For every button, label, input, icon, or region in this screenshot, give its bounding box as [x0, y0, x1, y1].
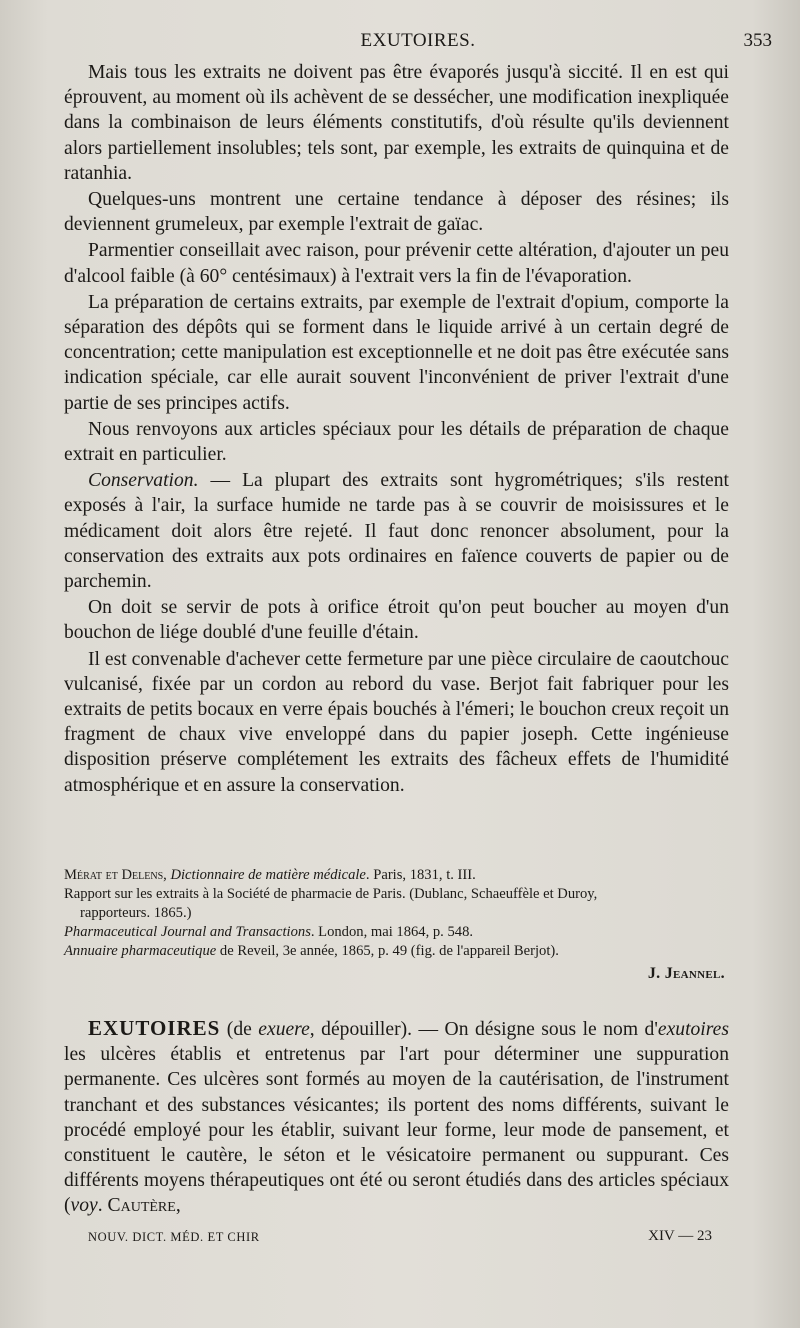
- reference-details: . Paris, 1831, t. III.: [365, 867, 476, 883]
- paragraph-fermeture: Il est convenable d'achever cette fermeture par une pièce circulaire de caoutchouc vulcanisé, fixée par un cordon au rebord du vase. Berjot fait fabriquer pour les extraits de petits bocaux en verre épais bouchés à l'émeri; le bouchon creux reçoit un fragment de chaux vive enveloppé dans du papier joseph. Cette ingénieuse disposition préserve complétement les extraits des fâcheux effets de l'humidité atmosphérique et en assure la conservation.: [64, 648, 729, 796]
- exutoires-definition: [64, 1016, 729, 1219]
- conservation-label: Conservation.: [88, 470, 199, 492]
- paragraph-siccite: Mais tous les extraits ne doivent pas être évaporés jusqu'à siccité. Il en est qui éprouvent, au moment où ils achèvent de se dessécher, une modification inexpliquée dans la combinaison de leurs éléments constitutifs, d'où résulte qu'ils deviennent alors partiellement insolubles; tels sont, par exemple, les extraits de quinquina et de ratanhia.: [64, 62, 729, 184]
- page-header: [64, 28, 772, 58]
- entry-head-word: EXUTOIRES: [88, 1016, 221, 1040]
- paragraph-opium: La préparation de certains extraits, par exemple de l'extrait d'opium, comporte la séparation des dépôts qui se forment dans le liquide arrivé à un certain degré de concentration; cette manipulation est exceptionnelle et ne doit pas être exécutée sans indication spéciale, car elle aurait souvent l'inconvénient de priver l'extrait d'une partie de ses principes actifs.: [64, 291, 729, 414]
- definition-text: les ulcères établis et entretenus par l'art pour déterminer une suppuration permanente. Ces ulcères sont formés au moyen de la cautérisation, de l'instrument tranchant et des substances vésicantes; ils portent des noms différents, suivant le procédé employé pour les établir, suivant leur forme, leur mode de pansement, et constituent le cautère, le séton et le vésicatoire permanent ou suppurant. Ces différents moyens thérapeutiques ont été ou seront étudiés dans des articles spéciaux (: [64, 1044, 729, 1217]
- defined-term: exutoires: [657, 1019, 729, 1040]
- paragraph-pots: On doit se servir de pots à orifice étroit qu'on peut boucher au moyen d'un bouchon de liége doublé d'une feuille d'étain.: [64, 597, 729, 644]
- paragraph-parmentier: Parmentier conseillait avec raison, pour prévenir cette altération, d'ajouter un peu d'alcool faible (à 60° centésimaux) à l'extrait vers la fin de l'évaporation.: [64, 240, 729, 287]
- page-number: 353: [743, 30, 772, 51]
- footer-signature-mark: XIV — 23: [648, 1228, 712, 1244]
- paragraph-resines: Quelques-uns montrent une certaine tendance à déposer des résines; ils deviennent grumeleux, par exemple l'extrait de gaïac.: [64, 189, 729, 236]
- page-footer: [88, 1228, 712, 1248]
- conservation-text: — La plupart des extraits sont hygrométriques; s'ils restent exposés à l'air, la surface humide ne tarde pas à se couvrir de moisissures et le médicament doit alors être rejeté. Il faut donc renoncer absolument, pour la conservation des extraits aux pots ordinaires en faïence couverts de papier ou de parchemin.: [64, 470, 729, 593]
- reference-merat: Mérat et Delens, Dictionnaire de matière médicale. Paris, 1831, t. III.: [64, 867, 476, 883]
- bibliography: [64, 866, 729, 983]
- reference-details: . London, mai 1864, p. 548.: [310, 924, 474, 940]
- reference-authors: Mérat et Delens: [64, 867, 164, 883]
- author-signature: J. Jeannel.: [647, 965, 725, 982]
- voy-abbrev: voy: [70, 1195, 98, 1217]
- etymology-close: , dépouiller). — On désigne sous le nom d': [309, 1019, 658, 1040]
- exutoires-entry: [64, 1016, 729, 1219]
- main-text: [64, 60, 729, 798]
- paragraph-conservation: [64, 468, 729, 594]
- reference-pharm-journal: [64, 923, 729, 942]
- etymology-word: exuere: [258, 1019, 310, 1040]
- footer-series-title: NOUV. DICT. MÉD. ET CHIR: [88, 1230, 260, 1244]
- reference-title: Dictionnaire de matière médicale: [170, 867, 366, 883]
- paragraph-renvoi: Nous renvoyons aux articles spéciaux pour les détails de préparation de chaque extrait en particulier.: [64, 418, 729, 466]
- reference-rapport: Rapport sur les extraits à la Société de pharmacie de Paris. (Dublanc, Schaeuffèle et Duroy,: [64, 886, 598, 902]
- reference-title: Pharmaceutical Journal and Transactions: [64, 924, 311, 940]
- etymology-open: (de: [220, 1019, 259, 1040]
- reference-rapport-continued: rapporteurs. 1865.): [80, 905, 192, 921]
- reference-title: Annuaire pharmaceutique: [64, 943, 217, 959]
- reference-annuaire: [64, 942, 729, 961]
- running-title: EXUTOIRES.: [360, 30, 476, 51]
- reference-details: de Reveil, 3e année, 1865, p. 49 (fig. de l'appareil Berjot).: [216, 943, 559, 959]
- cross-reference: . Cautère,: [97, 1195, 181, 1217]
